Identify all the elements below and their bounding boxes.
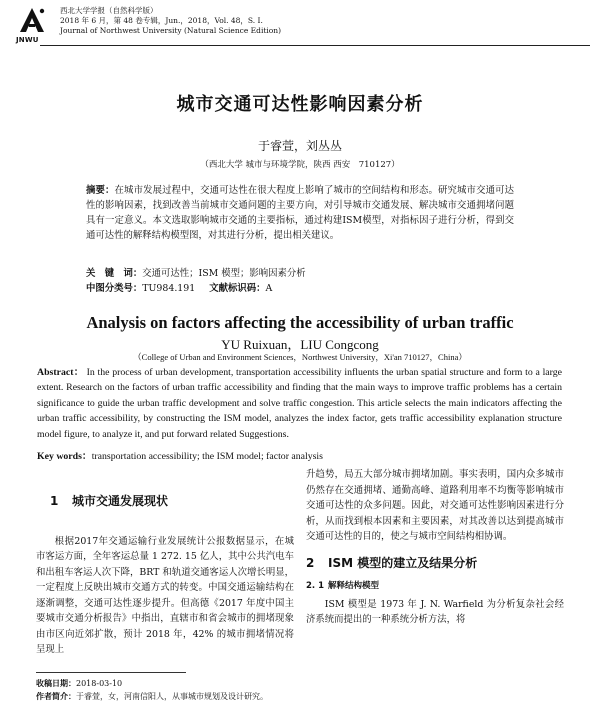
abstract-cn (86, 183, 514, 243)
abstract-cn-label: 摘要： (86, 185, 115, 196)
subsection-2-1-number: 2. 1 (306, 581, 325, 591)
keywords-en-text: transportation accessibility; the ISM model; factor analysis (91, 451, 323, 462)
section-2-heading (306, 556, 564, 572)
section-1-heading (50, 494, 294, 510)
header-rule (40, 45, 590, 46)
affiliation-cn: （西北大学 城市与环境学院，陕西 西安 710127） (200, 160, 400, 170)
keywords-cn-label: 关 键 词： (86, 268, 143, 279)
section-1-title: 城市交通发展现状 (72, 494, 169, 508)
footnote (36, 677, 268, 703)
abstract-cn-text: 在城市发展过程中，交通可达性在很大程度上影响了城市的空间结构和形态。研究城市交通可达性的影响因素，找到改善当前城市交通问题的主要方向，对引导城市交通发展、解决城市交通拥堵问题具有一定意义。本文选取影响城市交通的主要指标，通过构建ISM模型，对指标因子进行分析，得到交通可达性的解释结构模型图，对其进行分析，提出相关建议。 (86, 185, 514, 241)
logo-abbreviation: JNWU (16, 36, 39, 44)
authors-cn: 于睿萱，刘丛丛 (257, 139, 342, 153)
author-bio-line (36, 690, 268, 703)
keywords-en (37, 448, 562, 462)
doc-code-label: 文献标识码： (209, 283, 266, 294)
subsection-2-1-heading (306, 579, 564, 595)
continued-paragraph: 升趋势，局五大部分城市拥堵加剧。事实表明，国内众多城市仍然存在交通拥堵、通勤高峰、道路利用率不均衡等影响城市交通可达性的众多问题。因此，对交通可达性影响因素进行分析，从而找到根本因素和主要因素，对其改善以达到提高城市交通可达性的目的，使之与城市空间结构相协调。 (306, 469, 564, 542)
page-title-cn: 城市交通可达性影响因素分析 (176, 94, 424, 115)
section-1-number: 1 (50, 494, 59, 508)
doc-code-value: A (265, 283, 273, 294)
subsection-2-1-paragraph: ISM 模型是 1973 年 J. N. Warfield 为分析复杂社会经济系统而提出的一种系统分析方法，将 (306, 598, 564, 625)
clc-label: 中图分类号： (86, 283, 143, 294)
received-value: 2018-03-10 (76, 679, 123, 688)
journal-logo (16, 6, 50, 46)
keywords-cn (86, 267, 516, 281)
abstract-en (37, 365, 562, 442)
section-2-number: 2 (306, 555, 315, 570)
keywords-en-label: Key words： (37, 451, 92, 462)
keywords-cn-text: 交通可达性；ISM 模型；影响因素分析 (142, 268, 306, 279)
subsection-2-1-title: 解释结构模型 (328, 581, 380, 591)
classification-line (86, 282, 516, 296)
journal-name-en: Journal of Northwest University (Natural Science Edition) (60, 26, 282, 35)
clc-value: TU984.191 (142, 283, 196, 294)
received-label: 收稿日期： (36, 678, 76, 688)
affiliation-en: （College of Urban and Environment Sciences，Northwest University，Xi'an 710127，China） (133, 352, 467, 362)
issue-line: 2018 年 6 月，第 48 卷专辑，Jun.，2018，Vol. 48，S. I. (60, 16, 263, 25)
received-date-line (36, 677, 268, 690)
journal-logo-icon (16, 6, 50, 36)
journal-header (16, 6, 586, 46)
abstract-en-text: In the process of urban development, transportation accessibility influents the urban spatial structure and form to a large extent. Research on the factors of urban traffic accessibility and finding that the main ways to improve traffic problems has a certain significance to guide the urban traffic development and solve traffic congestion. This article selects the main indicators affecting the urban traffic accessibility, by constructing the ISM model, analyzes the index factor, gets traffic accessibility explanation structure model figure, to analyze it, and put forward related Suggestions. (37, 367, 562, 440)
footnote-rule (36, 672, 186, 673)
authors-en: YU Ruixuan，LIU Congcong (221, 337, 379, 352)
section-1-paragraph: 根据2017年交通运输行业发展统计公报数据显示，在城市客运方面，全年客运总量 1 272. 15 亿人，其中公共汽电车和出租车客运人次下降，BRT 和轨道交通客运人次增长明显，一定程度上反映出城市交通方式的转变。中国交通运输结构在逐渐调整，交通可达性逐步提升。但高德《2017 年度中国主要城市交通分析报告》中指出，直辖市和省会城市的拥堵现象由市区向近郊扩散，预计 2018 年，42% 的城市拥堵情况将呈现上 (36, 535, 294, 655)
abstract-en-label: Abstract： (37, 367, 84, 378)
bio-label: 作者简介： (36, 691, 76, 701)
right-column (306, 467, 564, 628)
bio-value: 于睿萱，女，河南信阳人，从事城市规划及设计研究。 (76, 692, 268, 701)
section-2-title: ISM 模型的建立及结果分析 (328, 555, 478, 570)
journal-name-cn: 西北大学学报（自然科学版） (60, 6, 158, 15)
left-column (36, 494, 294, 658)
page-title-en: Analysis on factors affecting the accessibility of urban traffic (86, 313, 514, 332)
